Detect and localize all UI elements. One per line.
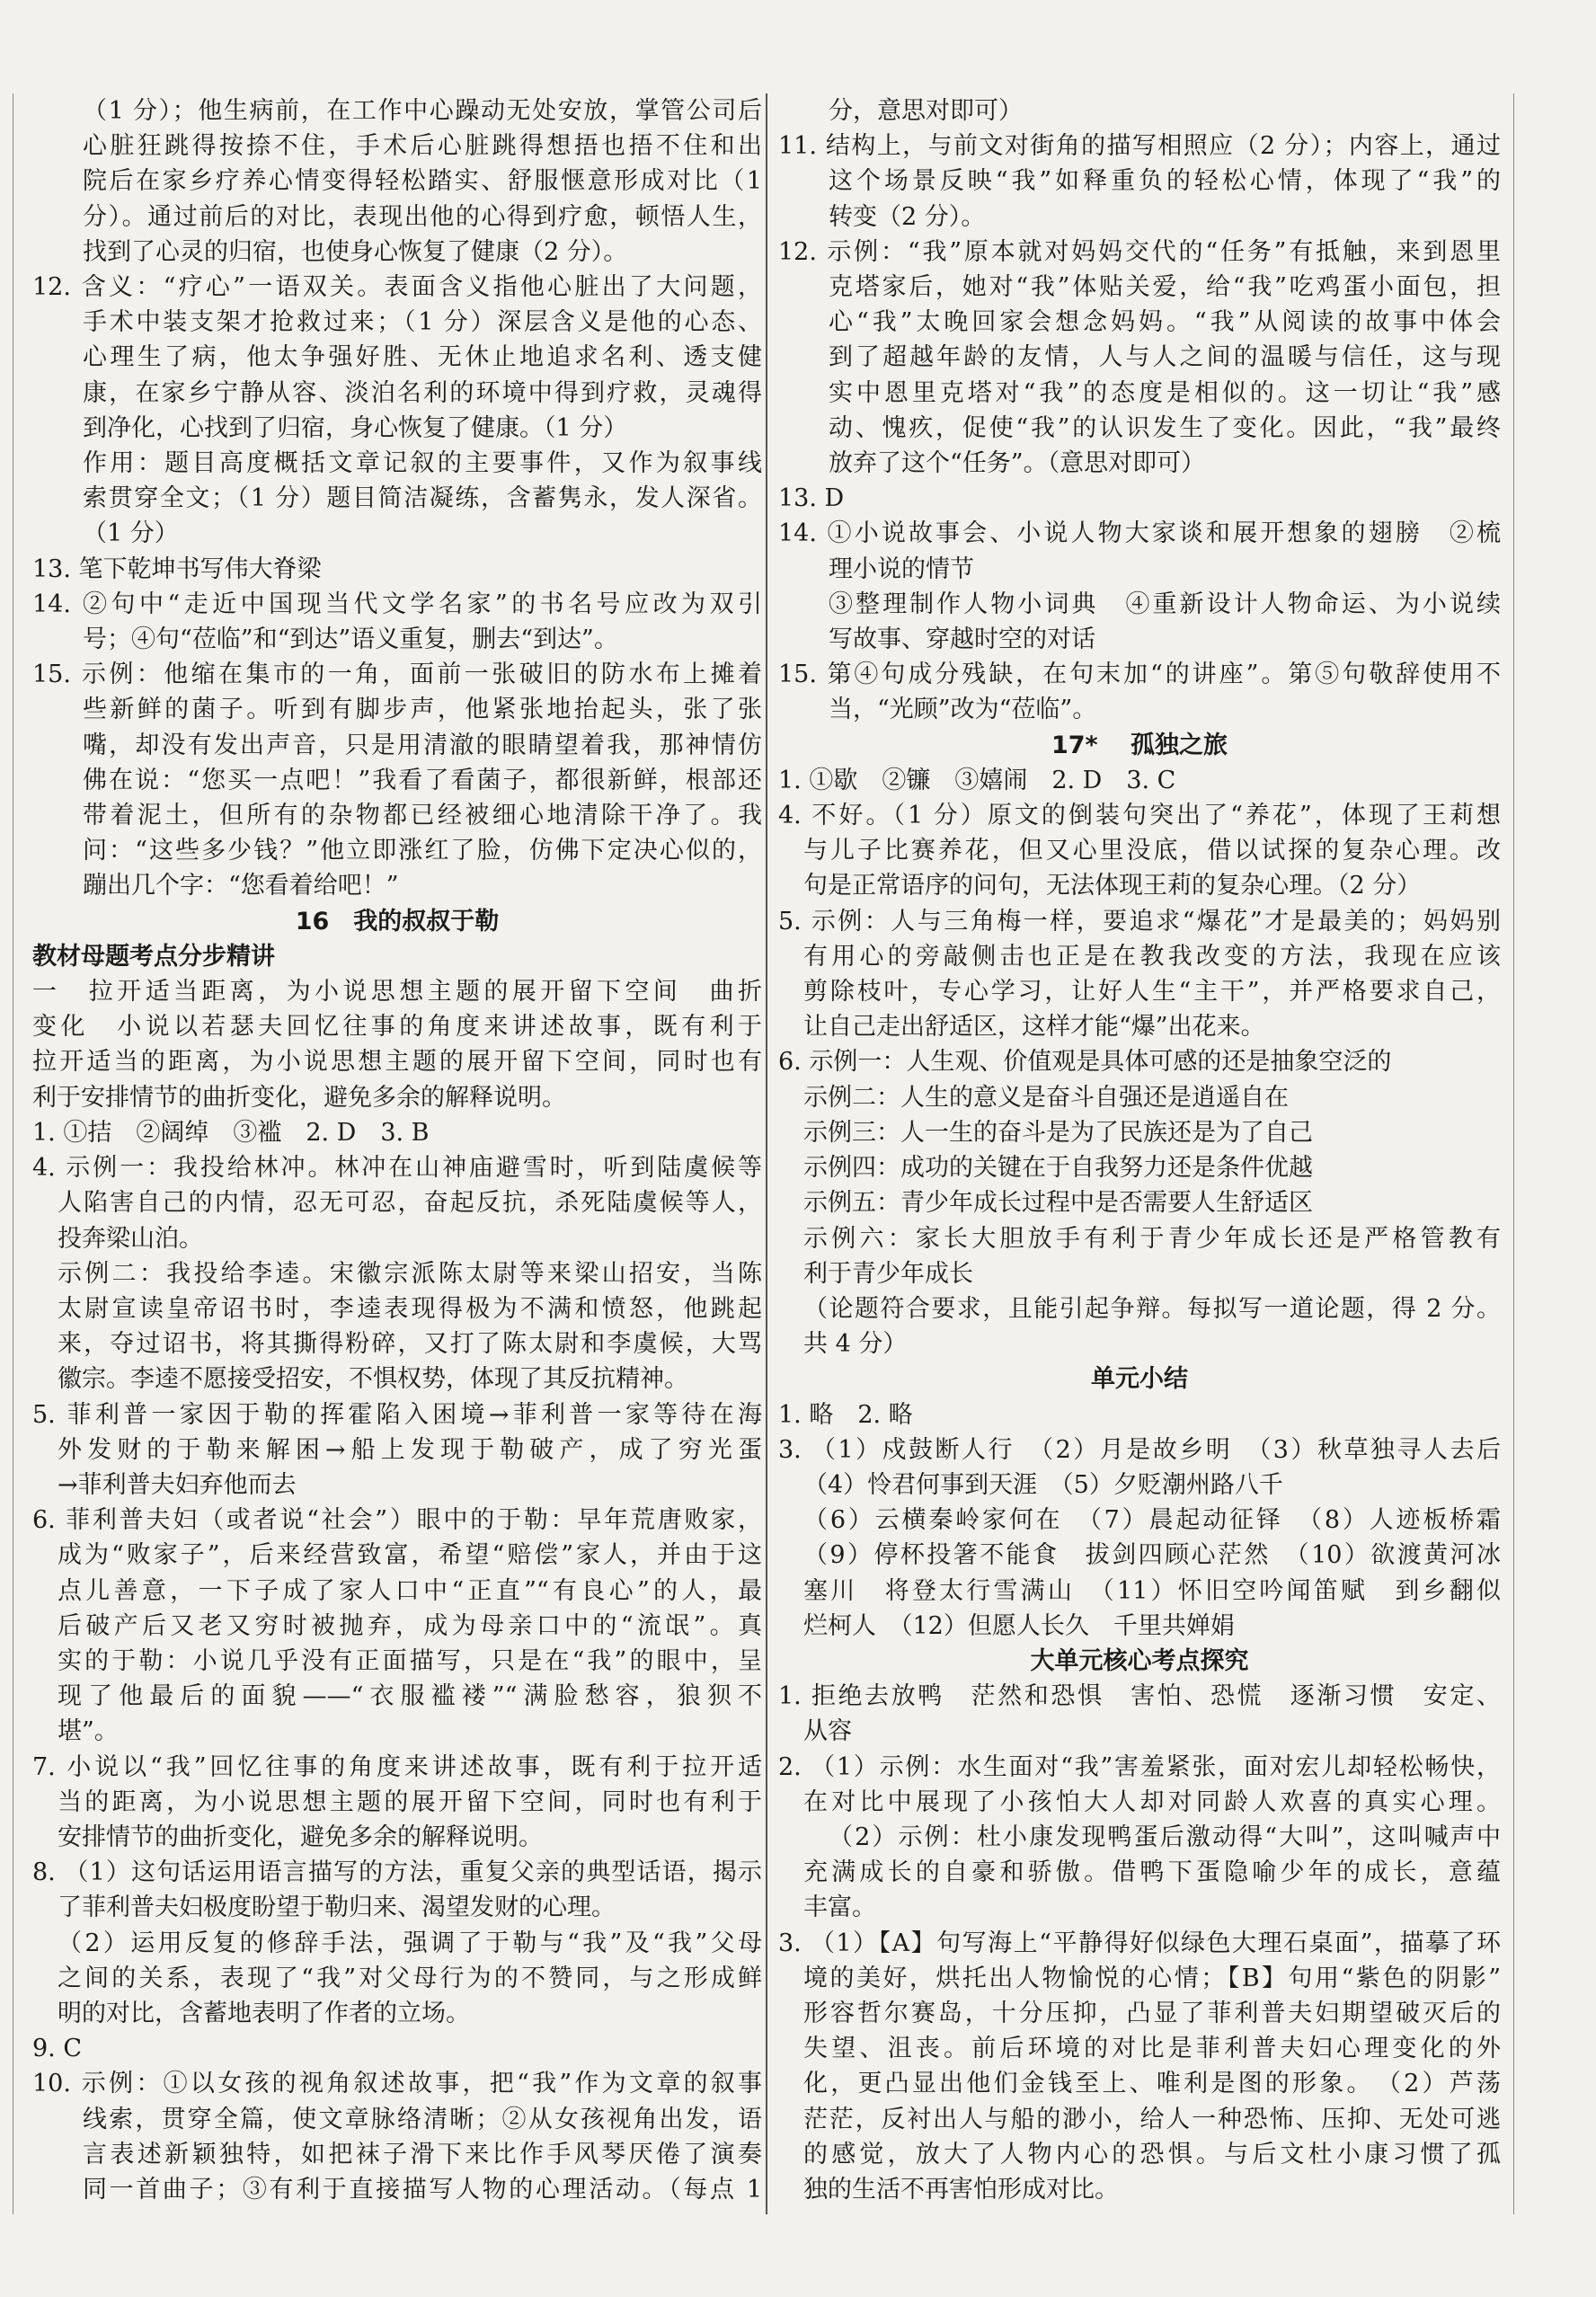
- text-line: 有用心的旁敲侧击也正是在教我改变的方法，我现在应该: [803, 942, 1501, 971]
- text-line: 1. 略 2. 略: [778, 1400, 913, 1429]
- text-line: 康，在家乡宁静从容、淡泊名利的环境中得到疗救，灵魂得: [83, 378, 762, 407]
- text-line: 8. （1）这句话运用语言描写的方法，重复父亲的典型话语，揭示: [32, 1858, 762, 1887]
- text-line: 15. 第④句成分残缺，在句末加“的讲座”。第⑤句敬辞使用不: [778, 661, 1501, 689]
- text-line: 明的对比，含蓄地表明了作者的立场。: [58, 1999, 470, 2027]
- text-line: 实的于勒：小说几乎没有正面描写，只是在“我”的眼中，呈: [58, 1646, 762, 1675]
- text-line: 6. 示例一：人生观、价值观是具体可感的还是抽象空泛的: [778, 1048, 1392, 1077]
- text-line: →菲利普夫妇弃他而去: [58, 1470, 297, 1499]
- text-line: 到了超越年龄的友情，人与人之间的温暖与信任，这与现: [829, 343, 1501, 372]
- right-margin-rule: [1513, 93, 1514, 2214]
- text-line: 3. （1）【A】句写海上“平静得好似绿色大理石桌面”，描摹了环: [778, 1929, 1501, 1957]
- text-line: 10. 示例：①以女孩的视角叙述故事，把“我”作为文章的叙事: [32, 2070, 762, 2098]
- text-line: 丰富。: [803, 1893, 876, 1922]
- text-line: 茫茫，反衬出人与船的渺小，给人一种恐怖、压抑、无处可逃: [803, 2105, 1501, 2133]
- text-line: 分）。通过前后的对比，表现出他的心得到疗愈，顿悟人生，: [83, 202, 762, 231]
- text-line: 在对比中展现了小孩怕大人却对同龄人欢喜的真实心理。: [803, 1787, 1501, 1816]
- text-line: （论题符合要求，且能引起争辩。每拟写一道论题，得 2 分。: [803, 1294, 1501, 1323]
- right-column: [778, 93, 1501, 2207]
- text-line: 6. 菲利普夫妇（或者说“社会”）眼中的于勒：早年荒唐败家，: [32, 1506, 762, 1535]
- text-line: 独的生活不再害怕形成对比。: [803, 2175, 1119, 2204]
- text-line: 剪除枝叶，专心学习，让好人生“主干”，并严格要求自己，: [803, 978, 1501, 1007]
- text-line: 11. 结构上，与前文对街角的描写相照应（2 分）；内容上，通过: [778, 132, 1501, 161]
- text-line: 实中恩里克塔对“我”的态度是相似的。这一切让“我”感: [829, 378, 1501, 407]
- text-line: 3. （1）戍鼓断人行 （2）月是故乡明 （3）秋草独寻人去后: [778, 1435, 1501, 1464]
- text-line: 言表述新颖独特，如把袜子滑下来比作手风琴厌倦了演奏: [83, 2140, 762, 2168]
- text-line: 一 拉开适当距离，为小说思想主题的展开留下空间 曲折: [32, 978, 762, 1007]
- text-line: （6）云横秦岭家何在 （7）晨起动征铎 （8）人迹板桥霜: [803, 1506, 1501, 1535]
- text-line: 境的美好，烘托出人物愉悦的心情；【B】句用“紫色的阴影”: [803, 1964, 1501, 1992]
- text-line: 线索，贯穿全篇，使文章脉络清晰；②从女孩视角出发，语: [83, 2105, 762, 2133]
- text-line: 失望、沮丧。前后环境的对比是菲利普夫妇心理变化的外: [803, 2035, 1501, 2063]
- text-line: 13. 笔下乾坤书写伟大脊梁: [32, 554, 322, 583]
- text-line: 从容: [803, 1717, 852, 1746]
- text-line: 之间的关系，表现了“我”对父母行为的不赞同，与之形成鲜: [58, 1964, 762, 1992]
- text-line: 佛在说：“您买一点吧！”我看了看菌子，都很新鲜，根部还: [83, 766, 762, 794]
- text-line: 拉开适当的距离，为小说思想主题的展开留下空间，同时也有: [32, 1048, 762, 1077]
- text-line: （9）停杯投箸不能食 拔剑四顾心茫然 （10）欲渡黄河冰: [803, 1541, 1501, 1570]
- section-heading: 16 我的叔叔于勒: [295, 907, 500, 936]
- text-line: （1 分）: [83, 519, 179, 548]
- text-line: 14. ②句中“走近中国现当代文学名家”的书名号应改为双引: [32, 590, 762, 618]
- text-line: 13. D: [778, 484, 845, 513]
- text-line: 成为“败家子”，后来经营致富，希望“赔偿”家人，并由于这: [58, 1541, 762, 1570]
- text-line: 点儿善意，一下子成了家人口中“正直”“有良心”的人，最: [58, 1576, 762, 1605]
- text-line: 了菲利普夫妇极度盼望于勒归来、渴望发财的心理。: [58, 1893, 616, 1922]
- text-line: 同一首曲子；③有利于直接描写人物的心理活动。（每点 1: [83, 2175, 762, 2204]
- text-line: 作用：题目高度概括文章记叙的主要事件，又作为叙事线: [83, 449, 762, 478]
- text-line: 这个场景反映“我”如释重负的轻松心情，体现了“我”的: [829, 167, 1501, 196]
- text-line: 的感觉，放大了人物内心的恐惧。与后文杜小康习惯了孤: [803, 2140, 1501, 2168]
- subsection-heading: 教材母题考点分步精讲: [32, 942, 275, 971]
- text-line: 示例四：成功的关键在于自我努力还是条件优越: [803, 1154, 1313, 1183]
- text-line: 5. 菲利普一家因于勒的挥霍陷入困境→菲利普一家等待在海: [32, 1400, 762, 1429]
- text-line: （2）示例：杜小康发现鸭蛋后激动得“大叫”，这叫喊声中: [829, 1823, 1501, 1851]
- text-line: 让自己走出舒适区，这样才能“爆”出花来。: [803, 1013, 1265, 1042]
- text-line: 号；④句“莅临”和“到达”语义重复，删去“到达”。: [83, 625, 618, 654]
- text-line: 心脏狂跳得按捺不住，手术后心脏跳得想捂也捂不住和出: [83, 132, 762, 161]
- text-line: 嘴，却没有发出声音，只是用清澈的眼睛望着我，那神情仿: [83, 731, 762, 759]
- text-line: 4. 示例一：我投给林冲。林冲在山神庙避雪时，听到陆虞候等: [32, 1154, 762, 1183]
- section-heading: 单元小结: [1091, 1365, 1188, 1394]
- text-line: 14. ①小说故事会、小说人物大家谈和展开想象的翅膀 ②梳: [778, 519, 1501, 548]
- text-line: 5. 示例：人与三角梅一样，要追求“爆花”才是最美的；妈妈别: [778, 907, 1501, 936]
- text-line: 带着泥土，但所有的杂物都已经被细心地清除干净了。我: [83, 802, 762, 830]
- text-line: 理小说的情节: [829, 554, 974, 583]
- text-line: 写故事、穿越时空的对话: [829, 625, 1095, 654]
- text-line: 当，“光顾”改为“莅临”。: [829, 696, 1097, 724]
- text-line: 充满成长的自豪和骄傲。借鸭下蛋隐喻少年的成长，意蕴: [803, 1858, 1501, 1887]
- text-line: 化，更凸显出他们金钱至上、唯利是图的形象。 （2）芦荡: [803, 2070, 1501, 2098]
- text-line: 到净化，心找到了归宿，身心恢复了健康。（1 分）: [83, 413, 628, 442]
- column-divider: [766, 93, 767, 2214]
- text-line: 放弃了这个“任务”。（意思对即可）: [829, 449, 1206, 478]
- text-line: 7. 小说以“我”回忆往事的角度来讲述故事，既有利于拉开适: [32, 1752, 762, 1781]
- text-line: 蹦出几个字：“您看着给吧！”: [83, 872, 399, 900]
- text-line: 烂柯人 （12）但愿人长久 千里共婵娟: [803, 1611, 1235, 1640]
- text-line: 9. C: [32, 2035, 83, 2063]
- text-line: 来，夺过诏书，将其撕得粉碎，又打了陈太尉和李虞候，大骂: [58, 1330, 762, 1359]
- text-line: 徽宗。李逵不愿接受招安，不惧权势，体现了其反抗精神。: [58, 1365, 688, 1394]
- text-line: 心理生了病，他太争强好胜、无休止地追求名利、透支健: [83, 343, 762, 372]
- text-line: 变化 小说以若瑟夫回忆往事的角度来讲述故事，既有利于: [32, 1013, 762, 1042]
- text-line: 12. 示例：“我”原本就对妈妈交代的“任务”有抵触，来到恩里: [778, 237, 1501, 266]
- text-line: 句是正常语序的问句，无法体现王莉的复杂心理。（2 分）: [803, 872, 1422, 900]
- text-line: 与儿子比赛养花，但又心里没底，借以试探的复杂心理。改: [803, 837, 1501, 865]
- text-line: 示例二：人生的意义是奋斗自强还是逍遥自在: [803, 1083, 1289, 1112]
- text-line: 手术中装支架才抢救过来；（1 分）深层含义是他的心态、: [83, 308, 762, 337]
- text-line: 15. 示例：他缩在集市的一角，面前一张破旧的防水布上摊着: [32, 661, 762, 689]
- text-line: 太尉宣读皇帝诏书时，李逵表现得极为不满和愤怒，他跳起: [58, 1294, 762, 1323]
- text-line: 现了他最后的面貌——“衣服褴褛”“满脸愁容，狼狈不: [58, 1682, 762, 1711]
- text-line: （1 分）；他生病前，在工作中心躁动无处安放，掌管公司后: [83, 97, 762, 125]
- text-line: （4）怜君何事到天涯 （5）夕贬潮州路八千: [803, 1470, 1283, 1499]
- text-line: 当的距离，为小说思想主题的展开留下空间，同时也有利于: [58, 1787, 762, 1816]
- text-line: 示例三：人一生的奋斗是为了民族还是为了自己: [803, 1118, 1313, 1147]
- text-line: 利于青少年成长: [803, 1259, 973, 1288]
- text-line: ③整理制作人物小词典 ④重新设计人物命运、为小说续: [829, 590, 1501, 618]
- text-line: 堪”。: [58, 1717, 119, 1746]
- text-line: 示例六：家长大胆放手有利于青少年成长还是严格管教有: [803, 1224, 1501, 1253]
- text-line: 找到了心灵的归宿，也使身心恢复了健康（2 分）。: [83, 237, 628, 266]
- text-line: 共 4 分）: [803, 1330, 908, 1359]
- text-line: 塞川 将登太行雪满山 （11）怀旧空吟闻笛赋 到乡翻似: [803, 1576, 1501, 1605]
- section-heading: 大单元核心考点探究: [1030, 1646, 1249, 1675]
- text-line: 投奔梁山泊。: [58, 1224, 203, 1253]
- text-line: 1. 拒绝去放鸭 茫然和恐惧 害怕、恐慌 逐渐习惯 安定、: [778, 1682, 1501, 1711]
- text-line: （2）运用反复的修辞手法，强调了于勒与“我”及“我”父母: [58, 1929, 762, 1957]
- text-line: 些新鲜的菌子。听到有脚步声，他紧张地抬起头，张了张: [83, 696, 762, 724]
- section-heading: 17* 孤独之旅: [1051, 731, 1228, 759]
- text-line: 分，意思对即可）: [829, 97, 1023, 125]
- text-line: 转变（2 分）。: [829, 202, 986, 231]
- text-line: 利于安排情节的曲折变化，避免多余的解释说明。: [32, 1083, 566, 1112]
- text-line: 4. 不好。（1 分）原文的倒装句突出了“养花”，体现了王莉想: [778, 802, 1501, 830]
- text-line: 索贯穿全文；（1 分）题目简洁凝练，含蓄隽永，发人深省。: [83, 484, 762, 513]
- text-line: 外发财的于勒来解困→船上发现于勒破产，成了穷光蛋: [58, 1435, 762, 1464]
- text-line: 克塔家后，她对“我”体贴关爱，给“我”吃鸡蛋小面包，担: [829, 273, 1501, 302]
- text-line: 人陷害自己的内情，忍无可忍，奋起反抗，杀死陆虞候等人，: [58, 1189, 762, 1218]
- text-line: 12. 含义：“疗心”一语双关。表面含义指他心脏出了大问题，: [32, 273, 762, 302]
- text-line: 示例二：我投给李逵。宋徽宗派陈太尉等来梁山招安，当陈: [58, 1259, 762, 1288]
- text-line: 1. ①歇 ②镰 ③嬉闹 2. D 3. C: [778, 766, 1176, 794]
- text-line: 示例五：青少年成长过程中是否需要人生舒适区: [803, 1189, 1313, 1218]
- left-column: [32, 93, 762, 2207]
- text-line: 2. （1）示例：水生面对“我”害羞紧张，面对宏儿却轻松畅快，: [778, 1752, 1501, 1781]
- text-line: 1. ①拮 ②阔绰 ③褴 2. D 3. B: [32, 1118, 430, 1147]
- text-line: 心“我”太晚回家会想念妈妈。“我”从阅读的故事中体会: [829, 308, 1501, 337]
- text-line: 后破产后又老又穷时被抛弃，成为母亲口中的“流氓”。真: [58, 1611, 762, 1640]
- text-line: 院后在家乡疗养心情变得轻松踏实、舒服惬意形成对比（1: [83, 167, 762, 196]
- text-line: 动、愧疚，促使“我”的认识发生了变化。因此，“我”最终: [829, 413, 1501, 442]
- text-line: 形容哲尔赛岛，十分压抑，凸显了菲利普夫妇期望破灭后的: [803, 1999, 1501, 2027]
- text-line: 安排情节的曲折变化，避免多余的解释说明。: [58, 1823, 543, 1851]
- text-line: 问：“这些多少钱？”他立即涨红了脸，仿佛下定决心似的，: [83, 837, 762, 865]
